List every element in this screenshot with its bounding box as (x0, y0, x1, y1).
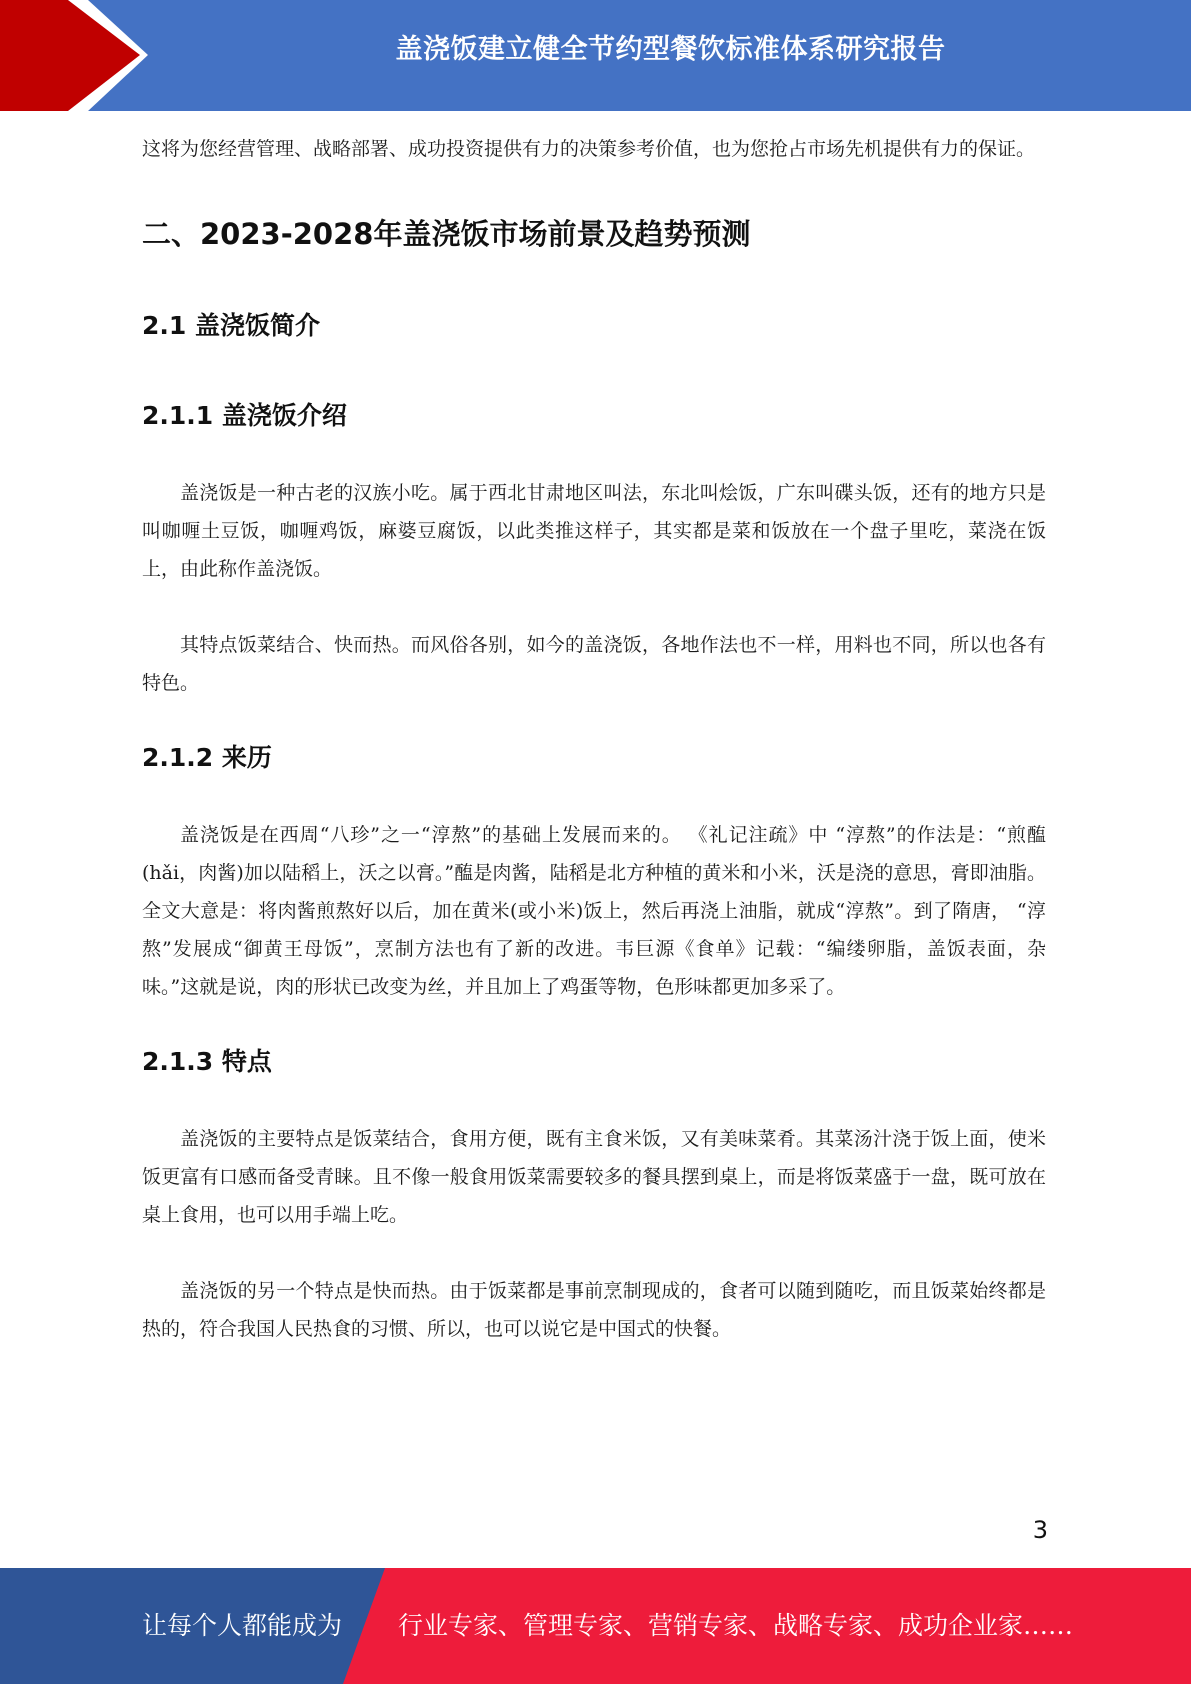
paragraph-2-1-3-b: 盖浇饭的另一个特点是快而热。由于饭菜都是事前烹制现成的，食者可以随到随吃，而且饭菜始终都是热的，符合我国人民热食的习惯、所以，也可以说它是中国式的快餐。 (142, 1280, 1046, 1340)
paragraph-2-1-3-a: 盖浇饭的主要特点是饭菜结合，食用方便，既有主食米饭，又有美味菜肴。其菜汤汁浇于饭上面，使米饭更富有口感而备受青睐。且不像一般食用饭菜需要较多的餐具摆到桌上，而是将饭菜盛于一盘，既可放在桌上食用，也可以用手端上吃。 (142, 1128, 1046, 1226)
paragraph-2-1-1-b: 其特点饭菜结合、快而热。而风俗各别，如今的盖浇饭，各地作法也不一样，用料也不同，所以也各有特色。 (142, 634, 1046, 694)
subsection-heading: 2.1 盖浇饭简介 (142, 311, 320, 340)
footer-slogan-right: 行业专家、管理专家、营销专家、战略专家、成功企业家…… (398, 1611, 1074, 1640)
page-footer (0, 1568, 1191, 1684)
heading-2-1-3: 2.1.3 特点 (142, 1047, 272, 1076)
header-red-chevron (0, 0, 148, 111)
heading-2-1-2: 2.1.2 来历 (142, 743, 272, 772)
footer-slogan-left: 让每个人都能成为 (142, 1611, 343, 1640)
paragraph-2-1-2: 盖浇饭是在西周“八珍”之一“淳熬”的基础上发展而来的。 《礼记注疏》中 “淳熬”的作法是：“煎醢(hǎi，肉酱)加以陆稻上，沃之以膏。”醢是肉酱，陆稻是北方种植的黄米和小米，沃是浇的意思，膏即油脂。全文大意是：将肉酱煎熬好以后，加在黄米(或小米)饭上，然后再浇上油脂，就成“淳熬”。到了隋唐， “淳熬”发展成“御黄王母饭”，烹制方法也有了新的改进。韦巨源《食单》记载：“编缕卵脂，盖饭表面，杂味。”这就是说，肉的形状已改变为丝，并且加上了鸡蛋等物，色形味都更加多采了。 (142, 824, 1046, 998)
section-heading: 二、2023-2028年盖浇饭市场前景及趋势预测 (142, 217, 751, 251)
paragraph-2-1-1-a: 盖浇饭是一种古老的汉族小吃。属于西北甘肃地区叫法，东北叫烩饭，广东叫碟头饭，还有的地方只是叫咖喱土豆饭，咖喱鸡饭，麻婆豆腐饭，以此类推这样子，其实都是菜和饭放在一个盘子里吃，菜浇在饭上，由此称作盖浇饭。 (142, 482, 1046, 580)
document-body (142, 130, 1046, 1348)
page-number: 3 (1032, 1516, 1048, 1544)
page-header (0, 0, 1191, 111)
header-title: 盖浇饭建立健全节约型餐饮标准体系研究报告 (395, 34, 946, 65)
intro-paragraph: 这将为您经营管理、战略部署、成功投资提供有力的决策参考价值，也为您抢占市场先机提供有力的保证。 (142, 138, 1036, 160)
heading-2-1-1: 2.1.1 盖浇饭介绍 (142, 401, 347, 430)
